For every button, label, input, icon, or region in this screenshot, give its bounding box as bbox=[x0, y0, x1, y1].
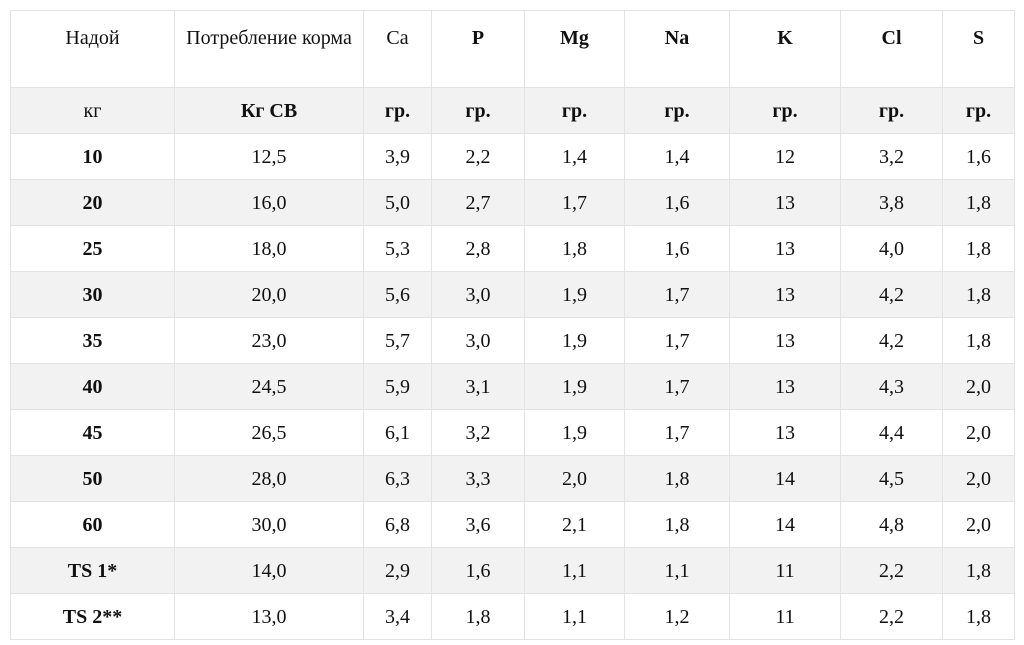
header-cell: Cl bbox=[841, 11, 943, 88]
table-cell: 1,9 bbox=[525, 272, 625, 318]
units-row bbox=[11, 88, 1015, 134]
table-cell: 3,2 bbox=[841, 134, 943, 180]
table-cell: 3,0 bbox=[432, 318, 525, 364]
table-row bbox=[11, 594, 1015, 640]
unit-cell: Кг СВ bbox=[175, 88, 364, 134]
table-cell: 24,5 bbox=[175, 364, 364, 410]
table-cell: 1,7 bbox=[625, 364, 730, 410]
table-cell: 3,2 bbox=[432, 410, 525, 456]
table-cell: 4,4 bbox=[841, 410, 943, 456]
table-cell: 6,8 bbox=[364, 502, 432, 548]
table-cell: 1,1 bbox=[525, 548, 625, 594]
table-cell: 2,2 bbox=[841, 548, 943, 594]
row-label-cell: 20 bbox=[11, 180, 175, 226]
unit-cell: кг bbox=[11, 88, 175, 134]
table-cell: 1,1 bbox=[525, 594, 625, 640]
table-cell: 2,7 bbox=[432, 180, 525, 226]
row-label-cell: 10 bbox=[11, 134, 175, 180]
table-row bbox=[11, 318, 1015, 364]
table-cell: 1,9 bbox=[525, 410, 625, 456]
table-cell: 2,1 bbox=[525, 502, 625, 548]
header-cell: Na bbox=[625, 11, 730, 88]
table-cell: 4,2 bbox=[841, 272, 943, 318]
header-cell: Надой bbox=[11, 11, 175, 88]
row-label-cell: 50 bbox=[11, 456, 175, 502]
unit-cell: гр. bbox=[841, 88, 943, 134]
table-cell: 1,7 bbox=[525, 180, 625, 226]
table-container bbox=[10, 10, 1014, 640]
table-cell: 3,4 bbox=[364, 594, 432, 640]
table-body bbox=[11, 134, 1015, 640]
table-cell: 13,0 bbox=[175, 594, 364, 640]
table-cell: 1,7 bbox=[625, 318, 730, 364]
header-cell: P bbox=[432, 11, 525, 88]
table-cell: 14 bbox=[730, 502, 841, 548]
table-cell: 3,8 bbox=[841, 180, 943, 226]
table-cell: 1,8 bbox=[432, 594, 525, 640]
header-cell: S bbox=[943, 11, 1015, 88]
row-label-cell: 40 bbox=[11, 364, 175, 410]
table-cell: 1,9 bbox=[525, 364, 625, 410]
table-cell: 11 bbox=[730, 594, 841, 640]
table-cell: 4,2 bbox=[841, 318, 943, 364]
table-cell: 1,7 bbox=[625, 410, 730, 456]
table-cell: 1,8 bbox=[625, 456, 730, 502]
row-label-cell: TS 1* bbox=[11, 548, 175, 594]
table-cell: 1,6 bbox=[625, 226, 730, 272]
table-row bbox=[11, 456, 1015, 502]
table-cell: 1,6 bbox=[625, 180, 730, 226]
table-cell: 1,8 bbox=[943, 272, 1015, 318]
table-cell: 6,3 bbox=[364, 456, 432, 502]
table-cell: 1,8 bbox=[943, 318, 1015, 364]
table-cell: 5,7 bbox=[364, 318, 432, 364]
table-cell: 1,8 bbox=[943, 594, 1015, 640]
table-cell: 1,9 bbox=[525, 318, 625, 364]
table-cell: 1,4 bbox=[525, 134, 625, 180]
table-cell: 4,0 bbox=[841, 226, 943, 272]
table-cell: 2,0 bbox=[943, 456, 1015, 502]
table-cell: 16,0 bbox=[175, 180, 364, 226]
table-cell: 5,3 bbox=[364, 226, 432, 272]
table-cell: 3,9 bbox=[364, 134, 432, 180]
table-row bbox=[11, 548, 1015, 594]
table-row bbox=[11, 364, 1015, 410]
unit-cell: гр. bbox=[943, 88, 1015, 134]
table-cell: 5,9 bbox=[364, 364, 432, 410]
table-cell: 2,2 bbox=[841, 594, 943, 640]
table-cell: 3,3 bbox=[432, 456, 525, 502]
table-cell: 14,0 bbox=[175, 548, 364, 594]
table-cell: 6,1 bbox=[364, 410, 432, 456]
row-label-cell: 30 bbox=[11, 272, 175, 318]
table-cell: 13 bbox=[730, 410, 841, 456]
table-cell: 1,8 bbox=[943, 180, 1015, 226]
table-cell: 2,2 bbox=[432, 134, 525, 180]
table-cell: 1,2 bbox=[625, 594, 730, 640]
table-cell: 2,0 bbox=[525, 456, 625, 502]
header-row bbox=[11, 11, 1015, 88]
table-cell: 13 bbox=[730, 226, 841, 272]
header-cell: K bbox=[730, 11, 841, 88]
table-cell: 4,5 bbox=[841, 456, 943, 502]
table-cell: 1,8 bbox=[943, 226, 1015, 272]
table-row bbox=[11, 226, 1015, 272]
unit-cell: гр. bbox=[730, 88, 841, 134]
table-cell: 1,8 bbox=[525, 226, 625, 272]
table-row bbox=[11, 410, 1015, 456]
table-row bbox=[11, 272, 1015, 318]
table-cell: 2,9 bbox=[364, 548, 432, 594]
table-cell: 1,1 bbox=[625, 548, 730, 594]
row-label-cell: 35 bbox=[11, 318, 175, 364]
table-cell: 13 bbox=[730, 364, 841, 410]
row-label-cell: 25 bbox=[11, 226, 175, 272]
table-cell: 1,8 bbox=[625, 502, 730, 548]
table-cell: 4,3 bbox=[841, 364, 943, 410]
table-cell: 26,5 bbox=[175, 410, 364, 456]
row-label-cell: 60 bbox=[11, 502, 175, 548]
table-cell: 13 bbox=[730, 180, 841, 226]
table-cell: 11 bbox=[730, 548, 841, 594]
header-cell: Ca bbox=[364, 11, 432, 88]
table-cell: 1,8 bbox=[943, 548, 1015, 594]
unit-cell: гр. bbox=[432, 88, 525, 134]
table-cell: 1,6 bbox=[943, 134, 1015, 180]
table-cell: 13 bbox=[730, 272, 841, 318]
table-cell: 23,0 bbox=[175, 318, 364, 364]
header-cell: Mg bbox=[525, 11, 625, 88]
table-cell: 2,0 bbox=[943, 410, 1015, 456]
table-row bbox=[11, 180, 1015, 226]
header-cell: Потребление корма bbox=[175, 11, 364, 88]
table-cell: 4,8 bbox=[841, 502, 943, 548]
row-label-cell: 45 bbox=[11, 410, 175, 456]
unit-cell: гр. bbox=[364, 88, 432, 134]
table-cell: 14 bbox=[730, 456, 841, 502]
table-cell: 1,7 bbox=[625, 272, 730, 318]
table-cell: 3,0 bbox=[432, 272, 525, 318]
table-cell: 12,5 bbox=[175, 134, 364, 180]
table-cell: 5,0 bbox=[364, 180, 432, 226]
table-cell: 3,1 bbox=[432, 364, 525, 410]
table-cell: 2,8 bbox=[432, 226, 525, 272]
table-cell: 28,0 bbox=[175, 456, 364, 502]
table-cell: 12 bbox=[730, 134, 841, 180]
table-cell: 2,0 bbox=[943, 364, 1015, 410]
table-cell: 30,0 bbox=[175, 502, 364, 548]
table-cell: 5,6 bbox=[364, 272, 432, 318]
table-cell: 1,4 bbox=[625, 134, 730, 180]
table-cell: 1,6 bbox=[432, 548, 525, 594]
row-label-cell: TS 2** bbox=[11, 594, 175, 640]
mineral-requirements-table bbox=[10, 10, 1015, 640]
table-cell: 20,0 bbox=[175, 272, 364, 318]
table-cell: 2,0 bbox=[943, 502, 1015, 548]
table-row bbox=[11, 134, 1015, 180]
table-cell: 18,0 bbox=[175, 226, 364, 272]
table-cell: 13 bbox=[730, 318, 841, 364]
unit-cell: гр. bbox=[525, 88, 625, 134]
unit-cell: гр. bbox=[625, 88, 730, 134]
table-row bbox=[11, 502, 1015, 548]
table-cell: 3,6 bbox=[432, 502, 525, 548]
